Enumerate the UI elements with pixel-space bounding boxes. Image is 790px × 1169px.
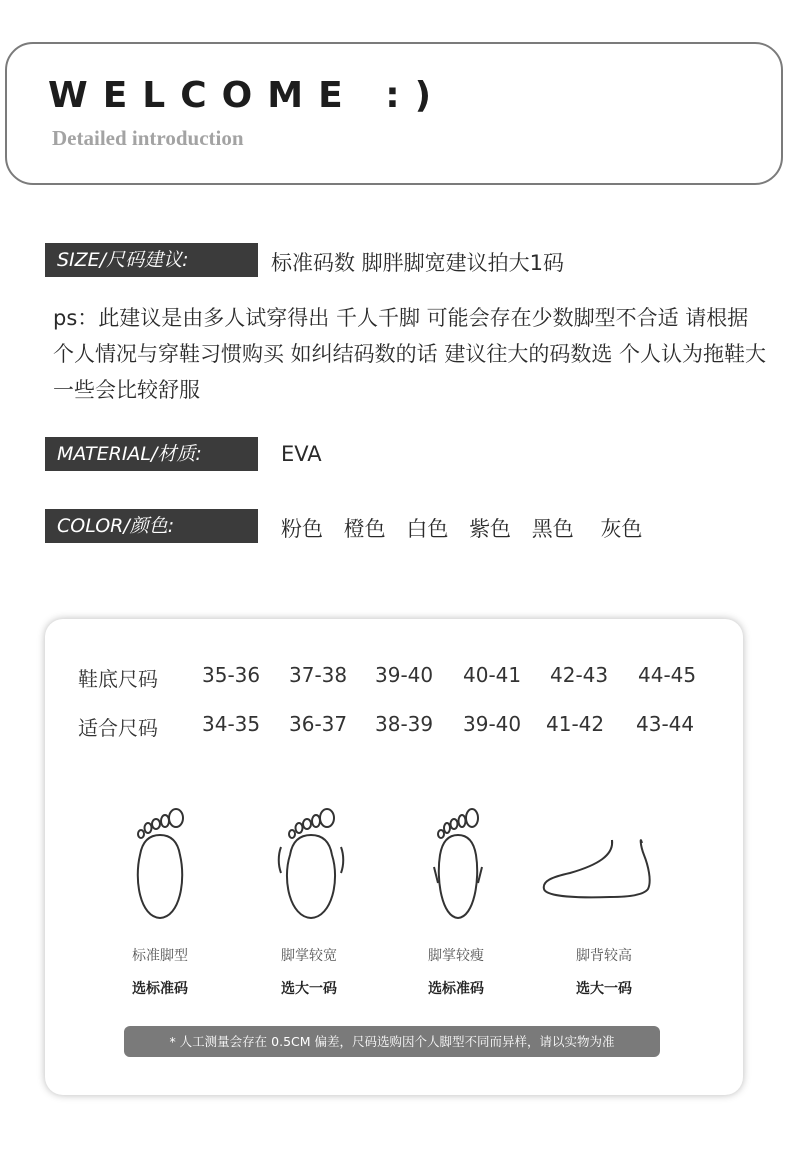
material-value: EVA: [281, 442, 322, 466]
foot-recommendation: 选标准码: [428, 981, 484, 997]
color-option: 黑色: [531, 517, 574, 541]
sole-size-cell: 42-43: [550, 663, 609, 687]
size-ps-note: ps：此建议是由多人试穿得出 千人千脚 可能会存在少数脚型不合适 请根据个人情况与穿鞋习惯购买 如纠结码数的话 建议往大的码数选 个人认为拖鞋大一些会比较舒服: [53, 306, 767, 402]
color-option: 灰色: [600, 517, 643, 541]
foot-caption: 脚掌较瘦: [428, 948, 484, 964]
sole-size-cell: 35-36: [202, 663, 261, 687]
color-option: 粉色: [281, 517, 323, 541]
fit-size-cell: 39-40: [463, 712, 522, 736]
color-label: COLOR/颜色:: [45, 509, 258, 543]
fit-size-cell: 38-39: [375, 712, 434, 736]
color-option: 紫色: [469, 517, 512, 541]
fit-size-cell: 34-35: [202, 712, 261, 736]
color-list: [281, 513, 656, 543]
fit-size-label: 适合尺码: [78, 716, 158, 740]
welcome-title: WELCOME :): [48, 75, 447, 116]
foot-caption: 脚掌较宽: [281, 948, 337, 964]
sole-size-cell: 39-40: [375, 663, 434, 687]
color-option: 白色: [406, 517, 449, 541]
welcome-subtitle: Detailed introduction: [52, 126, 244, 150]
foot-caption: 脚背较高: [576, 948, 632, 964]
sole-size-cell: 40-41: [463, 663, 522, 687]
foot-recommendation: 选大一码: [576, 981, 632, 997]
high-instep-foot-icon: [540, 805, 656, 905]
wide-foot-icon: [276, 805, 346, 923]
foot-caption: 标准脚型: [132, 948, 188, 964]
fit-size-cell: 41-42: [546, 712, 605, 736]
size-value: 标准码数 脚胖脚宽建议拍大1码: [271, 251, 565, 275]
foot-recommendation: 选大一码: [281, 981, 337, 997]
sole-size-label: 鞋底尺码: [78, 667, 158, 691]
size-label: SIZE/尺码建议:: [45, 243, 258, 277]
material-label: MATERIAL/材质:: [45, 437, 258, 471]
sole-size-cell: 37-38: [289, 663, 348, 687]
standard-foot-icon: [130, 805, 190, 923]
fit-size-cell: 43-44: [636, 712, 695, 736]
color-option: 橙色: [343, 517, 386, 541]
fit-size-cell: 36-37: [289, 712, 348, 736]
foot-recommendation: 选标准码: [132, 981, 188, 997]
measurement-note: * 人工测量会存在 0.5CM 偏差，尺码选购因个人脚型不同而异样，请以实物为准: [124, 1026, 660, 1057]
sole-size-cell: 44-45: [638, 663, 697, 687]
narrow-foot-icon: [428, 805, 488, 923]
